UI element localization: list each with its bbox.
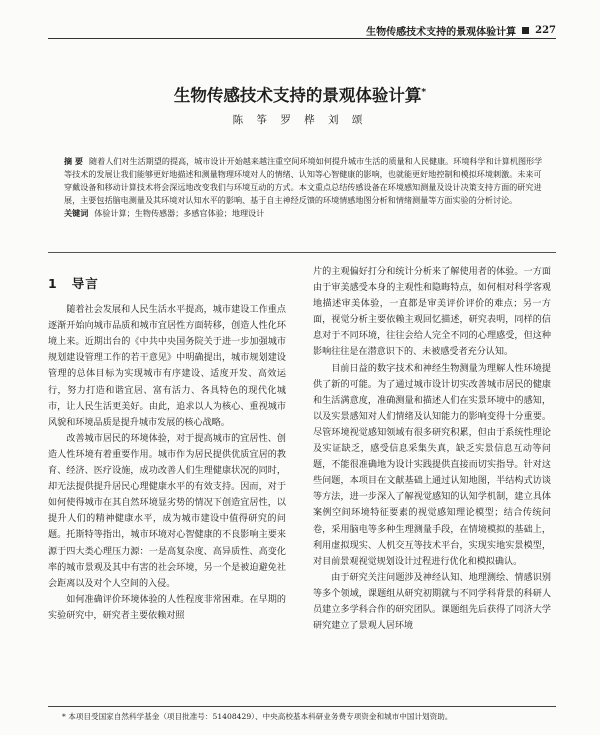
- body-paragraph: 如何准确评价环境体验的人性程度非常困难。在早期的实验研究中，研究者主要依赖对照: [48, 594, 286, 621]
- body-paragraph: 由于研究关注问题涉及神经认知、地理测绘、情感识别等多个领域，课题组从研究初期就与不同学科背景的科研人员建立多学科合作的研究团队。课题组先后获得了同济大学研究建立了景观人居环境: [313, 572, 551, 632]
- running-title: 生物传感技术支持的景观体验计算: [366, 26, 517, 38]
- footnote: [62, 711, 552, 722]
- footnote-divider: [48, 706, 556, 707]
- footnote-text: 本项目受国家自然科学基金（项目批准号：51408429）、中央高校基本科研业务费专项资金和城市中国计划资助。: [68, 712, 453, 721]
- keywords-line: [64, 207, 544, 220]
- running-header: [48, 22, 556, 39]
- abstract-text: 随着人们对生活期望的提高，城市设计开始越来越注重空间环境如何提升城市生活的质量和人民健康。环境科学和计算机图形学等技术的发展让我们能够更好地描述和测量物理环境对人的情绪、认知等心智健康的影响，也就能更好地控制和模拟环境刺激。未来可穿戴设备和移动计算技术将会深远地改变我们与环境互动的方式。本文重点总结传感设备在环境感知测量及设计决策支持方面的研究进展，主要包括脑电测量及其环境对认知水平的影响、基于自主神经反馈的环境情感地图分析和情绪测量等方面实验的分析讨论。: [64, 156, 543, 205]
- footnote-mark: *: [62, 712, 66, 721]
- abstract-block: [64, 155, 544, 220]
- body-paragraph: 片的主观偏好打分和统计分析来了解使用者的体验。一方面由于审美感受本身的主观性和隐晦特点，如何相对科学客观地描述审美体验，一直都是审美评价评价的难点；另一方面，视觉分析主要依赖主观回忆描述，研究表明，同样的信息对于不同环境，往往会给人完全不同的心理感受，但这种影响往往是在潜意识下的、未被感受者充分认知。: [313, 267, 551, 358]
- body-paragraph: 目前日益的数字技术和神经生物测量为理解人性环境提供了新的可能。为了通过城市设计切实改善城市居民的健康和生活满意度，准确测量和描述人们在实景环境中的感知，以及实景感知对人们情绪及认知能力的影响变得十分重要。尽管环境视觉感知领域有很多研究积累，但由于系统性理论及实证缺乏，感受信息采集失真，缺乏实景信息互动等问题，不能很准确地为设计实践提供直接而切实指导。针对这些问题，本项目在文献基础上通过认知地图，半结构式访谈等方法，进一步深入了解视觉感知的认知学机制，建立具体案例空间环境特征要素的视觉感知理论模型；结合传统问卷，采用脑电等多种生理测量手段，在情境模拟的基础上，利用虚拟现实、人机交互等技术平台，实现实地实景模型，对目前景观视觉规划设计过程进行优化和模拟确认。: [313, 363, 551, 567]
- page-number: 227: [535, 24, 556, 36]
- abstract-label: 摘 要: [64, 156, 84, 166]
- left-column: [48, 264, 286, 624]
- author-list: 陈 筝 罗 桦 刘 颂: [232, 114, 368, 126]
- keywords-label: 关键词: [64, 208, 89, 218]
- right-column: [313, 264, 551, 634]
- abstract-paragraph: [64, 155, 544, 207]
- abstract-divider: [48, 252, 556, 253]
- section-number: 1: [48, 276, 58, 291]
- body-paragraph: 改善城市居民的环境体验，对于提高城市的宜居性、创造人性环境有着重要作用。城市作为居民提供优质宜居的教育、经济、医疗设施，成功改善人们生理健康状况的同时，却无法提供提升居民心理健康水平的有效支持。因而，对于如何使得城市在其自然环境显劣势的情况下创造宜居性，以提升人们的精神健康水平，成为城市建设中值得研究的问题。托斯特等指出，城市环境对心智健康的不良影响主要来源于四大类心理压力源：一是高复杂度、高异质性、高变化率的城市景观及其中有害的社会环境，另一个是被迫避免社会距离以及对个人空间的入侵。: [48, 433, 286, 589]
- paper-title: [0, 82, 600, 106]
- square-bullet-icon: [522, 27, 529, 34]
- body-paragraph: 随着社会发展和人民生活水平提高，城市建设工作重点逐渐开始向城市品质和城市宜居性方面转移，创造人性化环境上来。近期出台的《中共中央国务院关于进一步加强城市规划建设管理工作的若干意见》中明确提出，城市规划建设管理的总体目标为实现城市有序建设、适度开发、高效运行，努力打造和谐宜居、富有活力、各具特色的现代化城市，让人民生活更美好。由此，追求以人为核心、重视城市风貌和环境品质是提升城市发展的核心战略。: [48, 305, 286, 428]
- title-footnote-mark: *: [421, 87, 427, 98]
- section-title: 导言: [71, 276, 99, 291]
- paper-title-text: 生物传感技术支持的景观体验计算: [173, 86, 422, 105]
- section-heading: [48, 276, 286, 292]
- keywords-text: 体验计算；生物传感器；多感官体验；地理设计: [94, 208, 265, 218]
